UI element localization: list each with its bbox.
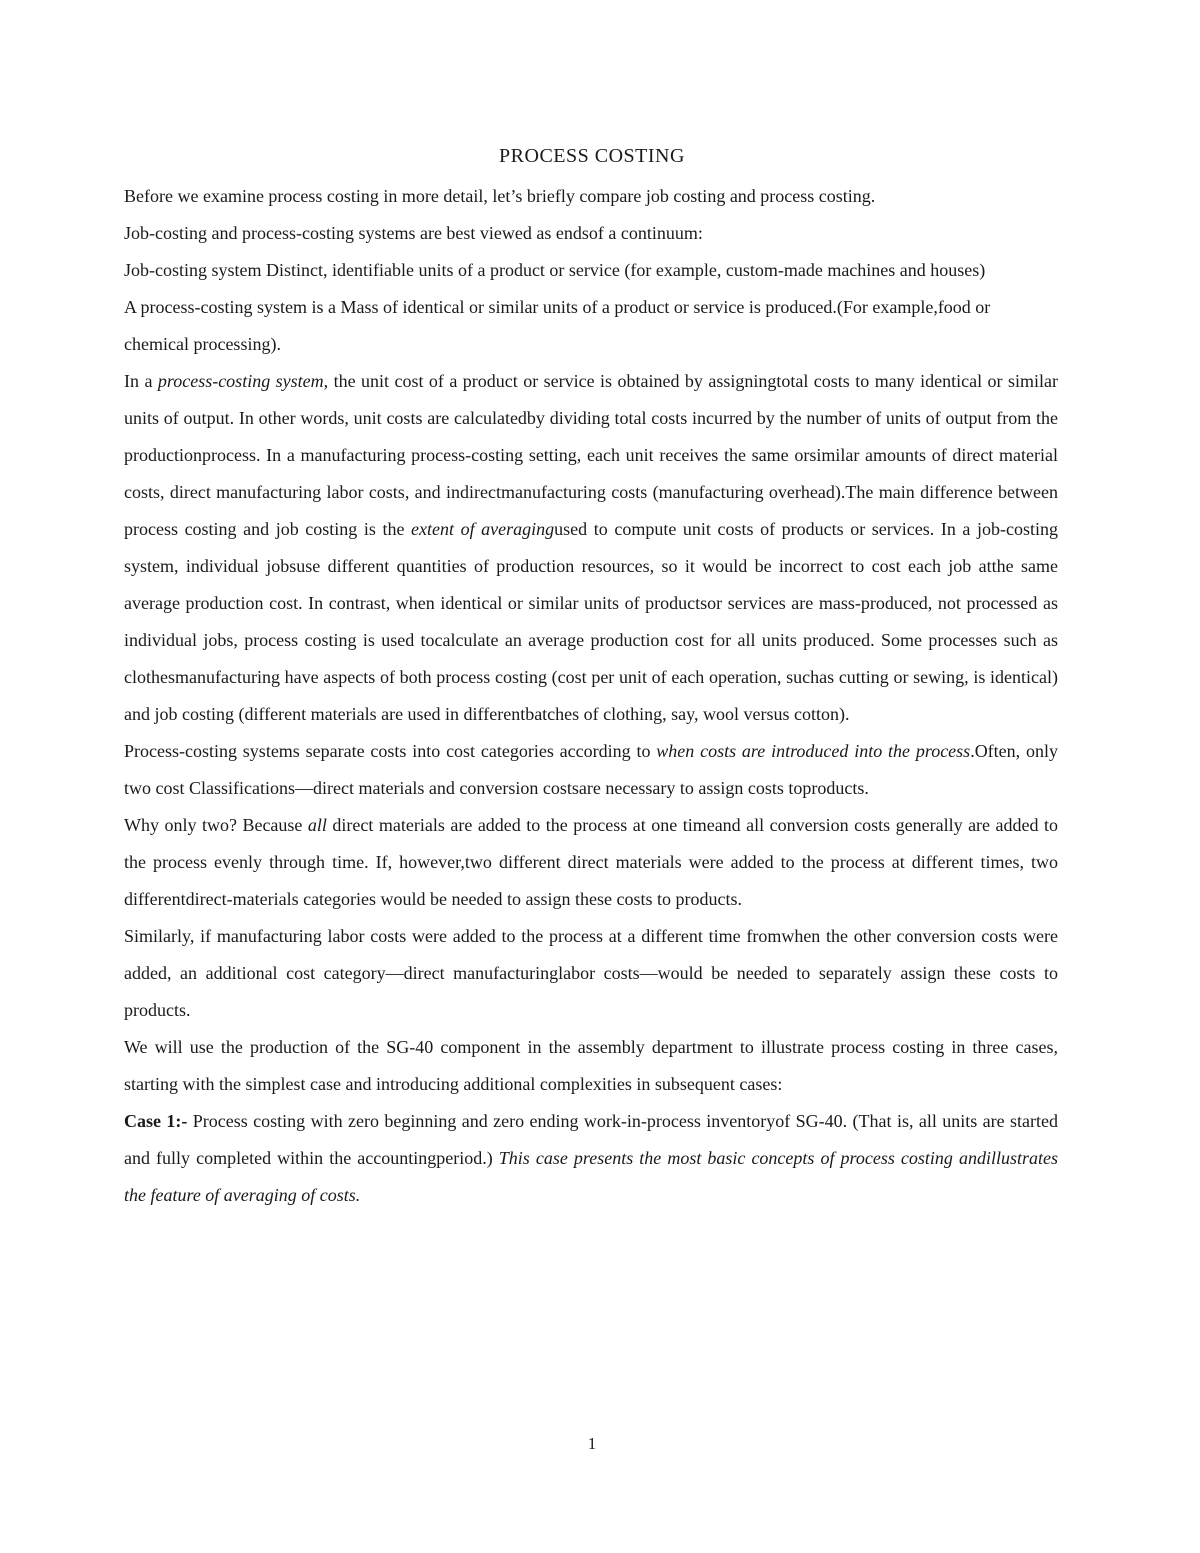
case-heading: Case 1:- [124,1111,188,1131]
text-run: Process-costing systems separate costs into cost categories according to [124,741,657,761]
paragraph-process-costing-system: A process-costing system is a Mass of identical or similar units of a product or service is produced.(For example,food or chemical processing). [124,297,991,354]
text-run: .Often, only two cost Classifications—direct materials and conversion costsare necessary to assign costs toproducts. [124,741,1058,798]
document-title: PROCESS COSTING [499,145,685,167]
paragraph-intro: Before we examine process costing in more detail, let’s briefly compare job costing and process costing. [124,186,876,206]
emphasis-text: This case presents the most basic concepts of process costing andillustrates the feature of averaging of costs. [124,1148,1058,1205]
emphasis-text: extent of averaging [411,519,555,539]
paragraph-cost-categories [124,733,1058,807]
text-run: In a [124,371,158,391]
emphasis-text: all [307,815,327,835]
text-run: Why only two? Because [124,815,308,835]
emphasis-text: when costs are introduced into the process [656,741,971,761]
paragraph-labor-costs: Similarly, if manufacturing labor costs were added to the process at a different time fromwhen the other conversion costs were added, an additional cost category—direct manufacturinglabor costs—would be needed to separately assign these costs to products. [124,926,1058,1020]
paragraph-unit-cost [124,363,1058,733]
text-run: Process costing with zero beginning and zero ending work-in-process inventoryof SG-40. (That is, all units are started and fully completed within the accountingperiod.) [124,1111,1058,1168]
paragraph-job-costing-system: Job-costing system Distinct, identifiable units of a product or service (for example, custom-made machines and houses) [124,260,986,280]
paragraph-why-only-two [124,807,1058,918]
paragraph-continuum: Job-costing and process-costing systems are best viewed as endsof a continuum: [124,223,703,243]
text-run: used to compute unit costs of products or services. In a job-costing system, individual jobsuse different quantities of production resources, so it would be incorrect to cost each job atthe same average production cost. In contrast, when identical or similar units of productsor services are mass-produced, not processed as individual jobs, process costing is used tocalculate an average production cost for all units produced. Some processes such as clothesmanufacturing have aspects of both process costing (cost per unit of each operation, suchas cutting or sewing, is identical) and job costing (different materials are used in differentbatches of clothing, say, wool versus cotton). [124,519,1058,724]
text-run: direct materials are added to the process at one timeand all conversion costs generally are added to the process evenly through time. If, however,two different direct materials were added to the process at different times, two differentdirect-materials categories would be needed to assign these costs to products. [124,815,1059,909]
paragraph-sg40-cases: We will use the production of the SG-40 component in the assembly department to illustrate process costing in three cases, starting with the simplest case and introducing additional complexities in subsequent cases: [124,1037,1058,1094]
page-number: 1 [587,1434,597,1453]
text-run: , the unit cost of a product or service is obtained by assigningtotal costs to many identical or similar units of output. In other words, unit costs are calculatedby dividing total costs incurred by the number of units of output from the productionprocess. In a manufacturing process-costing setting, each unit receives the same orsimilar amounts of direct material costs, direct manufacturing labor costs, and indirectmanufacturing costs (manufacturing overhead).The main difference between process costing and job costing is the [124,371,1058,539]
emphasis-text: process-costing system [157,371,324,391]
document-body [124,178,1058,1214]
paragraph-case-1 [124,1103,1058,1214]
